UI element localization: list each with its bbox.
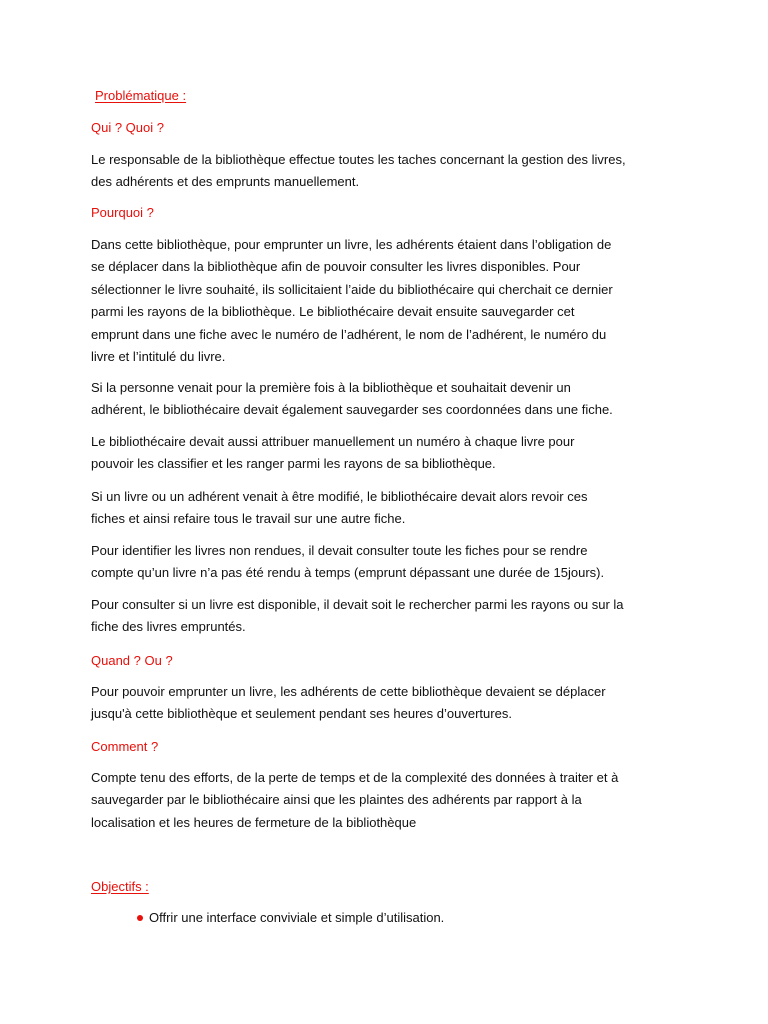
text-line: Si la personne venait pour la première fois à la bibliothèque et souhaitait devenir un	[91, 380, 571, 395]
text-line: Compte tenu des efforts, de la perte de temps et de la complexité des données à traiter et à	[91, 770, 619, 785]
text-line: adhérent, le bibliothécaire devait également sauvegarder ses coordonnées dans une fiche.	[91, 402, 613, 418]
section-heading-qui-quoi: Qui ? Quoi ?	[91, 120, 164, 135]
text-line: sélectionner le livre souhaité, ils sollicitaient l’aide du bibliothécaire qui cherchait ce dernier	[91, 281, 613, 297]
section-heading-quand-ou: Quand ? Ou ?	[91, 653, 173, 668]
text-line: fiche des livres empruntés.	[91, 619, 246, 635]
objectif-list-item	[137, 909, 444, 927]
bullet-dot-icon	[137, 915, 143, 921]
text-line: pouvoir les classifier et les ranger parmi les rayons de sa bibliothèque.	[91, 456, 496, 472]
problematique-title: Problématique :	[95, 88, 187, 103]
text-line: Dans cette bibliothèque, pour emprunter un livre, les adhérents étaient dans l’obligation de	[91, 237, 612, 252]
text-line: parmi les rayons de la bibliothèque. Le bibliothécaire devait ensuite sauvegarder cet	[91, 304, 575, 320]
text-line: livre et l’intitulé du livre.	[91, 349, 226, 365]
paragraph-pourquoi-6	[91, 594, 681, 639]
section-heading-pourquoi: Pourquoi ?	[91, 205, 154, 220]
text-line: des adhérents et des emprunts manuellement.	[91, 174, 360, 190]
paragraph-pourquoi-1	[91, 234, 681, 368]
text-line: emprunt dans une fiche avec le numéro de l’adhérent, le nom de l’adhérent, le numéro du	[91, 326, 607, 342]
paragraph-pourquoi-3	[91, 431, 681, 476]
text-line: se déplacer dans la bibliothèque afin de pouvoir consulter les livres disponibles. Pour	[91, 259, 581, 275]
objectifs-title: Objectifs :	[91, 879, 149, 894]
paragraph-pourquoi-4	[91, 486, 681, 531]
text-line: localisation et les heures de fermeture de la bibliothèque	[91, 814, 417, 830]
text-line: Si un livre ou un adhérent venait à être modifié, le bibliothécaire devait alors revoir ces	[91, 489, 588, 504]
text-line: jusqu'à cette bibliothèque et seulement pendant ses heures d’ouvertures.	[91, 706, 512, 722]
paragraph-comment	[91, 767, 681, 834]
text-line: fiches et ainsi refaire tous le travail sur une autre fiche.	[91, 511, 406, 527]
section-heading-comment: Comment ?	[91, 739, 159, 754]
paragraph-pourquoi-2	[91, 377, 681, 422]
text-line: Le bibliothécaire devait aussi attribuer manuellement un numéro à chaque livre pour	[91, 434, 575, 449]
paragraph-quand-ou	[91, 681, 681, 726]
text-line: Pour identifier les livres non rendues, il devait consulter toute les fiches pour se rendre	[91, 543, 588, 558]
text-line: Pour pouvoir emprunter un livre, les adhérents de cette bibliothèque devaient se déplacer	[91, 684, 606, 699]
text-line: compte qu’un livre n’a pas été rendu à temps (emprunt dépassant une durée de 15jours).	[91, 565, 605, 581]
text-line: sauvegarder par le bibliothécaire ainsi que les plaintes des adhérents par rapport à la	[91, 792, 582, 808]
paragraph-pourquoi-5	[91, 540, 681, 585]
paragraph-qui-quoi	[91, 149, 681, 194]
text-line: Pour consulter si un livre est disponible, il devait soit le rechercher parmi les rayons ou sur la	[91, 597, 624, 612]
text-line: Le responsable de la bibliothèque effectue toutes les taches concernant la gestion des livres,	[91, 152, 626, 167]
objectif-item-text: Offrir une interface conviviale et simple d’utilisation.	[149, 910, 445, 925]
